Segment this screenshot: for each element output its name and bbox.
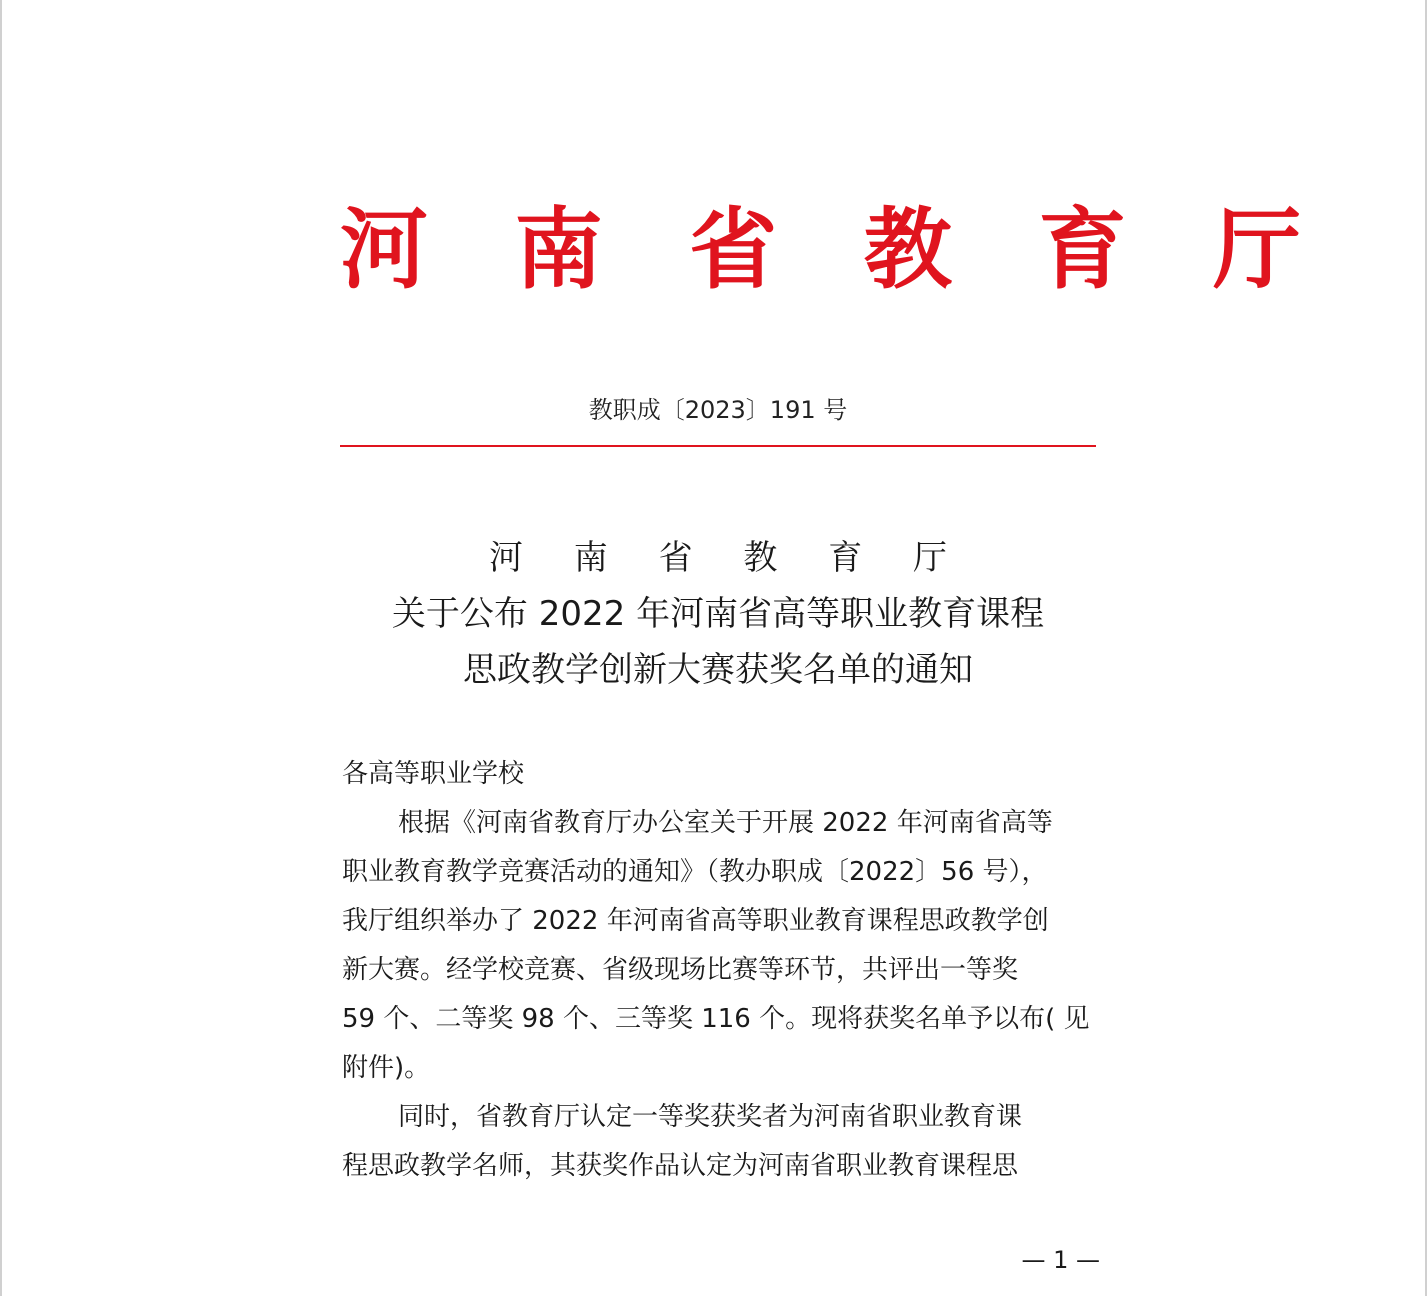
title-line-2: 关于公布 2022 年河南省高等职业教育课程 [391,594,1045,634]
paragraph-1-line: 59 个、二等奖 98 个、三等奖 116 个。现将获奖名单予以布( 见 [342,1004,1090,1034]
document-body [342,750,1098,1191]
paragraph-2-line: 程思政教学名师，其获奖作品认定为河南省职业教育课程思 [342,1151,1019,1181]
title-line-1: 河 南 省 教 育 厅 [488,538,968,578]
paragraph-1-line: 新大赛。经学校竞赛、省级现场比赛等环节，共评出一等奖 [342,955,1019,985]
page-edge-left [0,0,2,1296]
salutation: 各高等职业学校 [342,759,525,789]
paragraph-1-line: 附件)。 [342,1053,431,1083]
paragraph-1-line: 根据《河南省教育厅办公室关于开展 2022 年河南省高等 [398,808,1053,838]
page-number: — 1 — [1021,1246,1100,1274]
document-number: 教职成〔2023〕191 号 [588,396,848,424]
paragraph-1-line: 我厅组织举办了 2022 年河南省高等职业教育课程思政教学创 [342,906,1049,936]
title-line-3: 思政教学创新大赛获奖名单的通知 [463,650,973,690]
red-separator-line [340,445,1096,447]
agency-header: 河 南 省 教 育 厅 [340,198,1330,301]
document-title [340,530,1096,698]
paragraph-2-line: 同时，省教育厅认定一等奖获奖者为河南省职业教育课 [398,1102,1023,1132]
paragraph-1-line: 职业教育教学竞赛活动的通知》（教办职成〔2022〕56 号）， [342,857,1048,887]
